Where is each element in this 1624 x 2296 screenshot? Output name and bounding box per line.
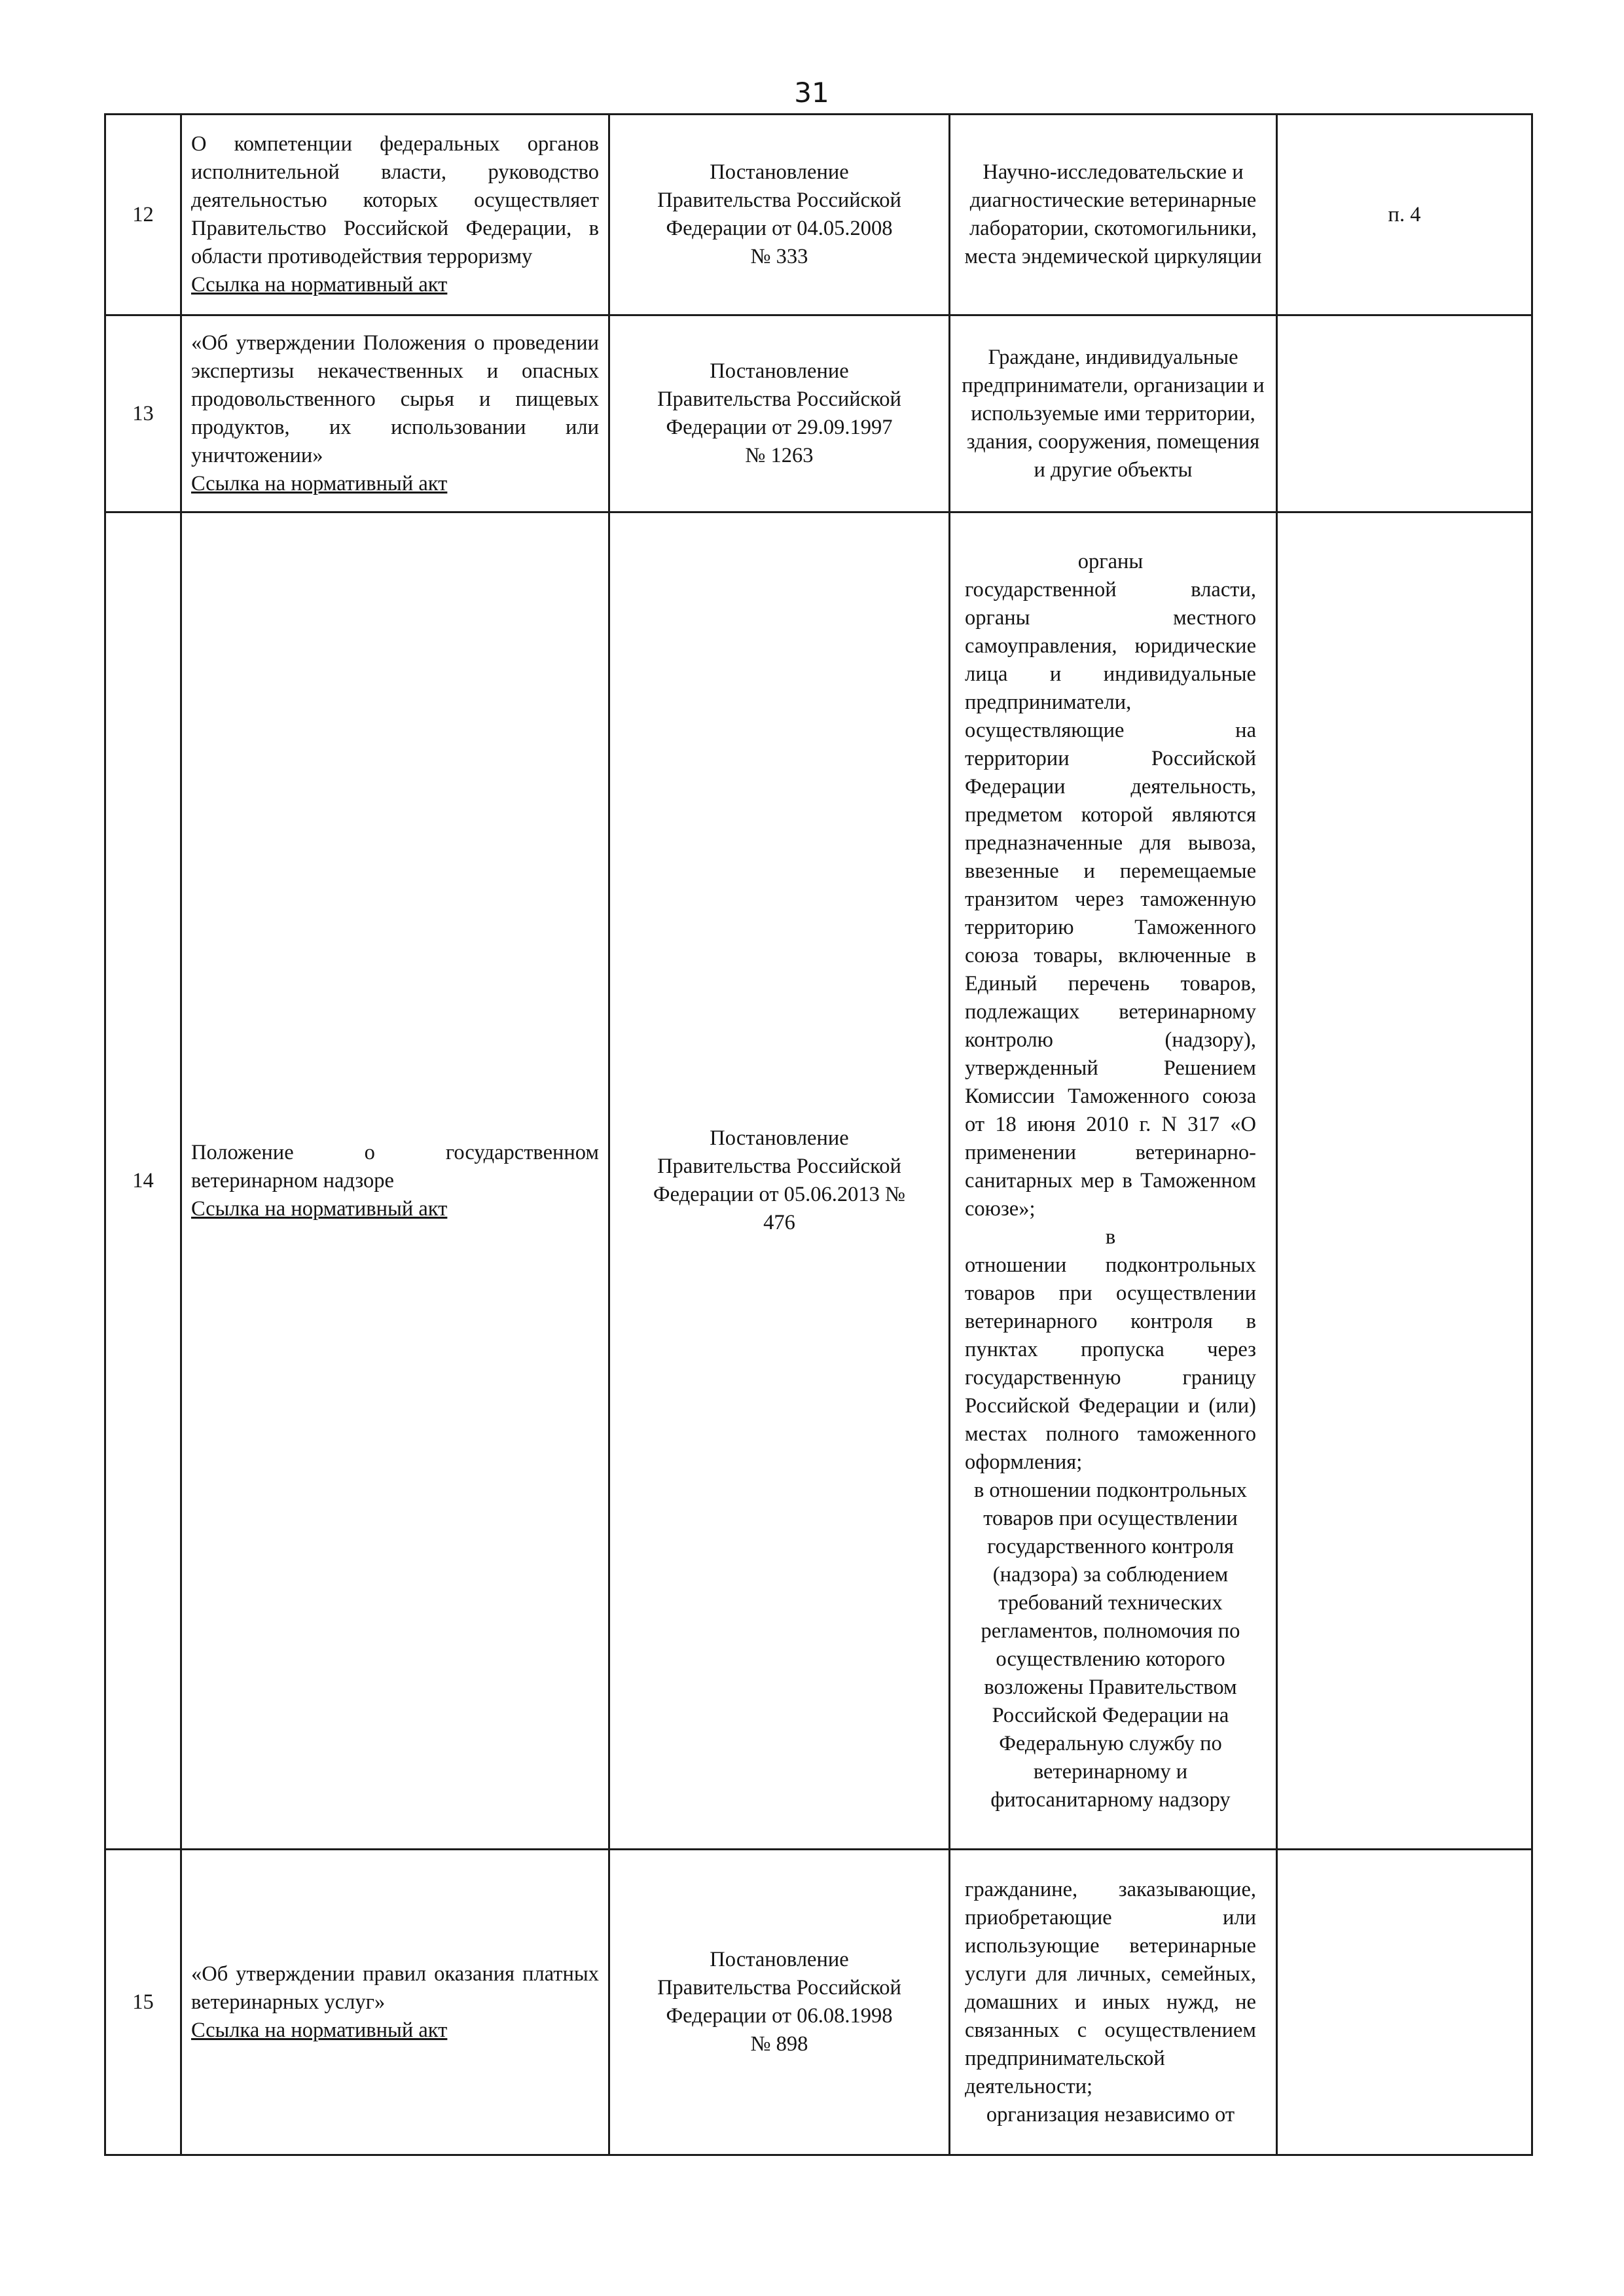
document-line: № 898 [750, 2032, 808, 2056]
table-row [105, 512, 1532, 1850]
act-title-cell [181, 315, 609, 512]
act-document-cell [609, 512, 950, 1850]
regulatory-acts-table [104, 113, 1533, 2156]
subjects-text: Научно-исследовательские и диагностические ветеринарные лаборатории, скотомогильники, места эндемической циркуляции [964, 160, 1262, 268]
document-line: 476 [763, 1211, 795, 1234]
document-line: № 333 [750, 245, 808, 268]
document-line: Постановление [710, 160, 849, 184]
subjects-cell [950, 1850, 1277, 2155]
act-link[interactable]: Ссылка на нормативный акт [191, 2018, 448, 2042]
row-number: 14 [105, 512, 181, 1850]
document-line: Постановление [710, 359, 849, 383]
act-title: О компетенции федеральных органов исполнительной власти, руководство деятельностью которых осуществляет Правительство Российской Федерации, в области противодействия терроризму [191, 132, 599, 268]
subjects-cell [950, 315, 1277, 512]
act-link[interactable]: Ссылка на нормативный акт [191, 1196, 448, 1221]
act-title-cell [181, 512, 609, 1850]
subjects-text: отношении подконтрольных товаров при осуществлении ветеринарного контроля в пунктах пропуска через государственную границу Российской Федерации и (или) местах полного таможенного оформления; [965, 1253, 1256, 1474]
subjects-text: в отношении подконтрольных товаров при осуществлении государственного контроля (надзора) за соблюдением требований технических регламентов, полномочия по осуществлению которого возложены Правительством Российской Федерации на Федеральную службу по ветеринарному и фитосанитарному надзору [973, 1478, 1248, 1812]
document-line: Федерации от 06.08.1998 [666, 2004, 893, 2028]
item-cell: п. 4 [1277, 115, 1532, 315]
document-line: № 1263 [745, 444, 814, 467]
subjects-cell [950, 115, 1277, 315]
item-cell [1277, 1850, 1532, 2155]
subjects-text: государственной власти, органы местного самоуправления, юридические лица и индивидуальные предприниматели, осуществляющие на территории Российской Федерации деятельность, предметом которой являются предназначенные для вывоза, ввезенные и перемещаемые транзитом через таможенную территорию Таможенного союза товары, включенные в Единый перечень товаров, подлежащих ветеринарному контролю (надзору), утвержденный Решением Комиссии Таможенного союза от 18 июня 2010 г. N 317 «О применении ветеринарно-санитарных мер в Таможенном союзе»; [965, 577, 1256, 1221]
item-cell [1277, 512, 1532, 1850]
subjects-cell [950, 512, 1277, 1850]
table-row [105, 1850, 1532, 2155]
document-line: Правительства Российской [657, 387, 901, 411]
document-line: Постановление [710, 1948, 849, 1971]
subjects-text: гражданине, заказывающие, приобретающие или использующие ветеринарные услуги для личных, семейных, домашних и иных нужд, не связанных с осуществлением предпринимательской деятельности; [965, 1877, 1256, 2098]
subjects-heading: органы [1077, 549, 1144, 573]
act-title: «Об утверждении Положения о проведении экспертизы некачественных и опасных продовольственного сырья и пищевых продуктов, их использовании или уничтожении» [191, 331, 599, 467]
act-document-cell [609, 1850, 950, 2155]
document-line: Постановление [710, 1126, 849, 1150]
table-row [105, 115, 1532, 315]
act-title: «Об утверждении правил оказания платных ветеринарных услуг» [191, 1962, 599, 2014]
document-line: Федерации от 05.06.2013 № [653, 1183, 906, 1206]
row-number: 13 [105, 315, 181, 512]
row-number: 15 [105, 1850, 181, 2155]
act-title: Положение о государственном ветеринарном надзоре [191, 1140, 599, 1193]
subjects-text: организация независимо от [986, 2102, 1235, 2126]
act-title-cell [181, 115, 609, 315]
document-line: Правительства Российской [657, 1976, 901, 2000]
act-link[interactable]: Ссылка на нормативный акт [191, 472, 448, 495]
act-document-cell [609, 315, 950, 512]
document-line: Правительства Российской [657, 1155, 901, 1178]
act-link[interactable]: Ссылка на нормативный акт [191, 273, 448, 296]
document-line: Федерации от 04.05.2008 [666, 217, 893, 240]
subjects-heading: в [1105, 1225, 1116, 1249]
act-document-cell [609, 115, 950, 315]
act-title-cell [181, 1850, 609, 2155]
document-line: Федерации от 29.09.1997 [666, 416, 893, 439]
subjects-text: Граждане, индивидуальные предприниматели, организации и используемые ими территории, здания, сооружения, помещения и другие объекты [962, 345, 1265, 482]
item-cell [1277, 315, 1532, 512]
document-line: Правительства Российской [657, 188, 901, 212]
row-number: 12 [105, 115, 181, 315]
page-number: 31 [794, 77, 829, 109]
table-row [105, 315, 1532, 512]
